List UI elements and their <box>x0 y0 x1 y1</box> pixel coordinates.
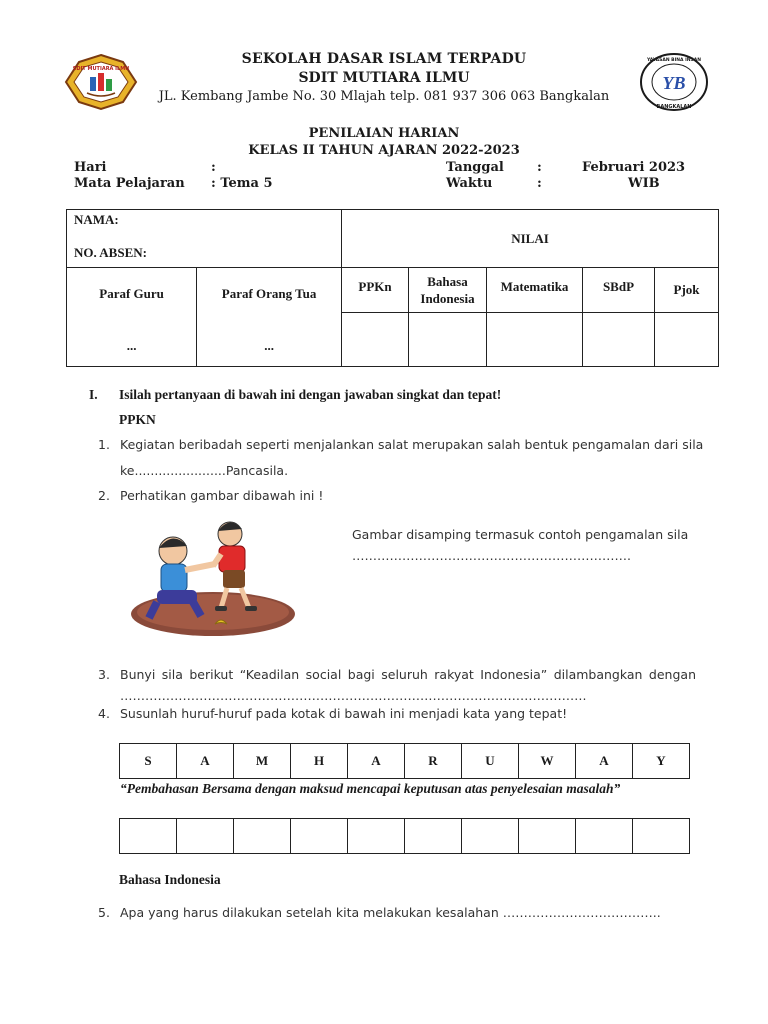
score-cell[interactable] <box>655 313 719 367</box>
letter-box: S <box>120 744 177 779</box>
answer-boxes <box>119 818 690 854</box>
letter-box: H <box>291 744 348 779</box>
q3-answer-line[interactable]: …………………………………………………………………………………………………. <box>120 688 587 703</box>
answer-box[interactable] <box>234 819 291 854</box>
q3-text: Bunyi sila berikut “Keadilan social bagi seluruh rakyat Indonesia” dilambangkan dengan <box>120 667 696 682</box>
letter-box: A <box>348 744 405 779</box>
q3-number: 3. <box>98 667 110 682</box>
q4-number: 4. <box>98 706 110 721</box>
score-cell[interactable] <box>342 313 409 367</box>
svg-text:YAYASAN BINA INSAN: YAYASAN BINA INSAN <box>646 58 702 63</box>
paraf-guru-signature[interactable]: ... <box>126 338 137 353</box>
q4-hint: “Pembahasan Bersama dengan maksud mencapai keputusan atas penyelesaian masalah” <box>120 781 621 796</box>
letter-box: R <box>405 744 462 779</box>
q4-text: Susunlah huruf-huruf pada kotak di bawah ini menjadi kata yang tepat! <box>120 706 568 721</box>
paraf-guru-label: Paraf Guru <box>99 286 164 301</box>
q1-text: Kegiatan beribadah seperti menjalankan salat merupakan salah bentuk pengamalan dari sila <box>120 437 704 452</box>
svg-text:YB: YB <box>662 73 686 93</box>
subject-header: Bahasa Indonesia <box>409 268 487 313</box>
waktu-label: Waktu <box>446 176 493 191</box>
section-instruction: Isilah pertanyaan di bawah ini dengan jawaban singkat dan tepat! <box>119 387 502 402</box>
section-number: I. <box>89 387 98 402</box>
letter-box: M <box>234 744 291 779</box>
tanggal-separator: : <box>537 160 542 175</box>
q5-number: 5. <box>98 905 110 920</box>
answer-box[interactable] <box>177 819 234 854</box>
q1-number: 1. <box>98 437 110 452</box>
school-short-name: SDIT MUTIARA ILMU <box>298 70 470 86</box>
q2-text: Perhatikan gambar dibawah ini ! <box>120 488 324 503</box>
nilai-header: NILAI <box>342 210 719 268</box>
q1-text-cont[interactable]: ke.......................Pancasila. <box>120 463 289 478</box>
subject-header: SBdP <box>583 268 655 313</box>
subject-header: Matematika <box>487 268 583 313</box>
q5-text[interactable]: Apa yang harus dilakukan setelah kita melakukan kesalahan ……………………………….. <box>120 905 661 920</box>
subject-header: PPKn <box>342 268 409 313</box>
school-address: JL. Kembang Jambe No. 30 Mlajah telp. 081 937 306 063 Bangkalan <box>158 89 610 104</box>
hari-label: Hari <box>74 160 107 175</box>
waktu-separator: : <box>537 176 542 191</box>
subject-bahasa-indonesia: Bahasa Indonesia <box>119 872 221 887</box>
q2-side-text: Gambar disamping termasuk contoh pengamalan sila <box>352 527 689 542</box>
scrambled-letters <box>119 743 690 779</box>
paraf-guru-cell <box>67 268 197 367</box>
identity-cell <box>67 210 342 268</box>
nama-label: NAMA: <box>74 212 119 227</box>
page-subtitle: KELAS II TAHUN AJARAN 2022-2023 <box>248 143 520 158</box>
absen-label: NO. ABSEN: <box>74 245 147 260</box>
svg-text:BANGKALAN: BANGKALAN <box>656 104 692 110</box>
score-cell[interactable] <box>487 313 583 367</box>
mapel-label: Mata Pelajaran <box>74 176 185 191</box>
subject-ppkn: PPKN <box>119 412 156 427</box>
answer-box[interactable] <box>576 819 633 854</box>
answer-box[interactable] <box>291 819 348 854</box>
score-table <box>66 209 719 367</box>
letter-box: Y <box>633 744 690 779</box>
mapel-value: : Tema 5 <box>211 176 273 191</box>
letter-box: A <box>177 744 234 779</box>
illustration-helping-friend <box>127 518 297 640</box>
hari-separator: : <box>211 160 216 175</box>
letter-box: W <box>519 744 576 779</box>
answer-box[interactable] <box>348 819 405 854</box>
q2-answer-line[interactable]: …………………………………………………………. <box>352 548 631 563</box>
letter-box: A <box>576 744 633 779</box>
page-title: PENILAIAN HARIAN <box>308 126 460 141</box>
subject-header: Pjok <box>655 268 719 313</box>
svg-text:SDIT MUTIARA ILMU: SDIT MUTIARA ILMU <box>72 66 130 72</box>
answer-box[interactable] <box>519 819 576 854</box>
waktu-value: WIB <box>628 176 660 191</box>
paraf-ortu-signature[interactable]: ... <box>264 338 274 353</box>
answer-box[interactable] <box>405 819 462 854</box>
tanggal-value: Februari 2023 <box>582 160 686 175</box>
letter-box: U <box>462 744 519 779</box>
q2-number: 2. <box>98 488 110 503</box>
answer-box[interactable] <box>120 819 177 854</box>
score-cell[interactable] <box>583 313 655 367</box>
tanggal-label: Tanggal <box>446 160 504 175</box>
school-name: SEKOLAH DASAR ISLAM TERPADU <box>241 51 527 67</box>
paraf-ortu-label: Paraf Orang Tua <box>221 286 317 301</box>
answer-box[interactable] <box>633 819 690 854</box>
answer-box[interactable] <box>462 819 519 854</box>
paraf-ortu-cell <box>197 268 342 367</box>
score-cell[interactable] <box>409 313 487 367</box>
